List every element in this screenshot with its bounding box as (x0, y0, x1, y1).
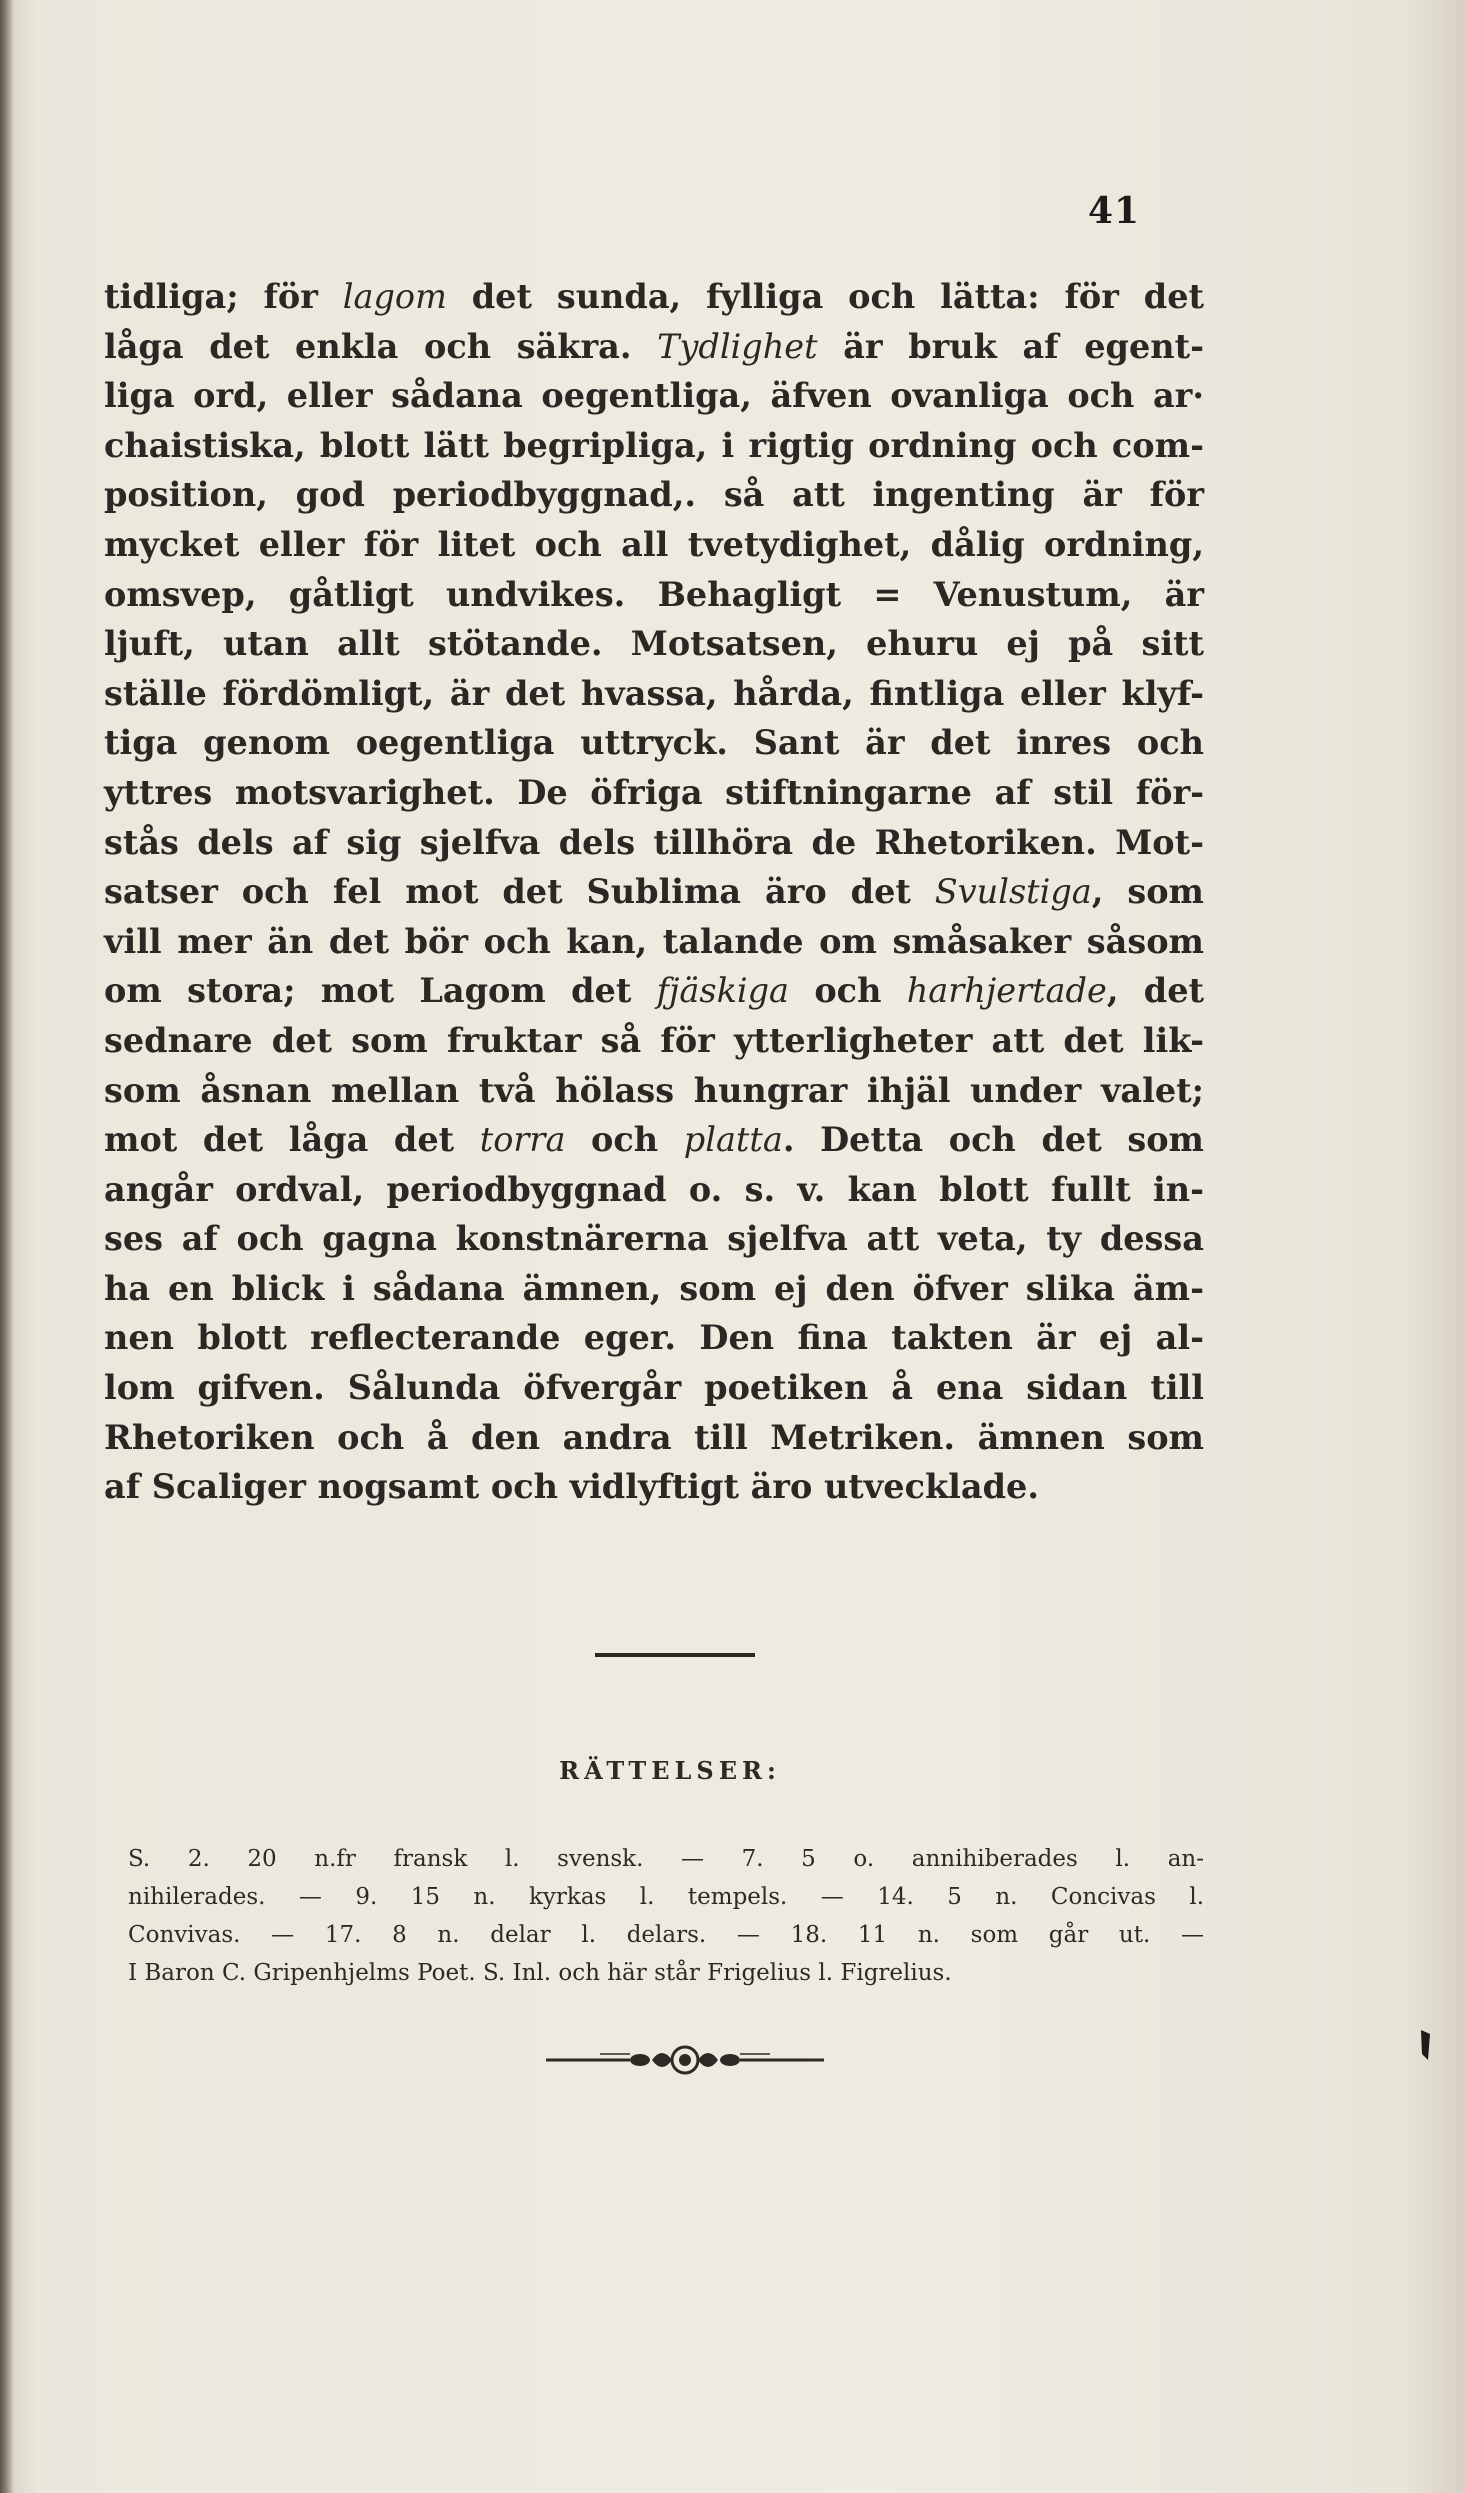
errata-heading: RÄTTELSER: (559, 1756, 781, 1785)
text-line: om stora; mot Lagom det fjäskiga och harhjertade, det (104, 971, 1204, 1011)
errata-line: Convivas. — 17. 8 n. delar l. delars. — 18. 11 n. som går ut. — (128, 1922, 1204, 1948)
section-divider (595, 1653, 755, 1657)
text-line: satser och fel mot det Sublima äro det Svulstiga, som (104, 872, 1204, 912)
printer-ornament-icon (540, 2040, 830, 2080)
text-line: lom gifven. Sålunda öfvergår poetiken å ena sidan till (104, 1368, 1204, 1408)
text-line: mot det låga det torra och platta. Detta och det som (104, 1120, 1204, 1160)
text-line: som åsnan mellan två hölass hungrar ihjäl under valet; (104, 1070, 1204, 1110)
text-line: ses af och gagna konstnärerna sjelfva att veta, ty dessa (104, 1219, 1204, 1259)
errata-list (128, 1840, 1204, 1992)
text-line: yttres motsvarighet. De öfriga stiftningarne af stil för- (104, 772, 1204, 812)
text-line: omsvep, gåtligt undvikes. Behagligt = Venustum, är (104, 574, 1204, 614)
text-line: vill mer än det bör och kan, talande om småsaker såsom (104, 921, 1204, 961)
italic-term: Svulstiga (934, 872, 1092, 912)
text-line: liga ord, eller sådana oegentliga, äfven ovanliga och ar· (104, 376, 1204, 416)
text-line: mycket eller för litet och all tvetydighet, dålig ordning, (104, 524, 1204, 564)
text-line: tidliga; för lagom det sunda, fylliga och lätta: för det (104, 277, 1204, 316)
text-line: sednare det som fruktar så för ytterligheter att det lik- (104, 1020, 1204, 1060)
text-line: Rhetoriken och å den andra till Metriken. ämnen som (104, 1417, 1204, 1457)
text-line: låga det enkla och säkra. Tydlighet är bruk af egent- (104, 326, 1204, 366)
text-line: stås dels af sig sjelfva dels tillhöra de Rhetoriken. Mot- (104, 822, 1204, 862)
text-line: angår ordval, periodbyggnad o. s. v. kan blott fullt in- (104, 1169, 1204, 1209)
text-line: af Scaliger nogsamt och vidlyftigt äro utvecklade. (104, 1467, 1040, 1507)
body-text (104, 272, 1204, 1512)
text-line: tiga genom oegentliga uttryck. Sant är det inres och (104, 723, 1204, 763)
text-line: ha en blick i sådana ämnen, som ej den öfver slika äm- (104, 1268, 1204, 1308)
text-line: ställe fördömligt, är det hvassa, hårda, fintliga eller klyf- (104, 673, 1204, 713)
italic-term: lagom (342, 277, 447, 316)
italic-term: Tydlighet (657, 326, 818, 366)
page-number: 41 (1088, 190, 1141, 232)
errata-line: S. 2. 20 n.fr fransk l. svensk. — 7. 5 o. annihiberades l. an- (128, 1846, 1204, 1872)
text-line: ljuft, utan allt stötande. Motsatsen, ehuru ej på sitt (104, 624, 1204, 664)
italic-term: fjäskiga (656, 971, 790, 1011)
text-line: chaistiska, blott lätt begripliga, i rigtig ordning och com- (104, 425, 1204, 465)
italic-term: harhjertade (906, 971, 1107, 1011)
ink-mark-icon (1418, 2028, 1432, 2062)
text-line: nen blott reflecterande eger. Den fina takten är ej al- (104, 1318, 1204, 1358)
errata-line: nihilerades. — 9. 15 n. kyrkas l. tempels. — 14. 5 n. Concivas l. (128, 1884, 1204, 1910)
errata-line: I Baron C. Gripenhjelms Poet. S. Inl. och här står Frigelius l. Figrelius. (128, 1960, 952, 1986)
italic-term: torra (479, 1120, 566, 1160)
italic-term: platta (683, 1120, 783, 1160)
text-line: position, god periodbyggnad,. så att ingenting är för (104, 475, 1204, 515)
